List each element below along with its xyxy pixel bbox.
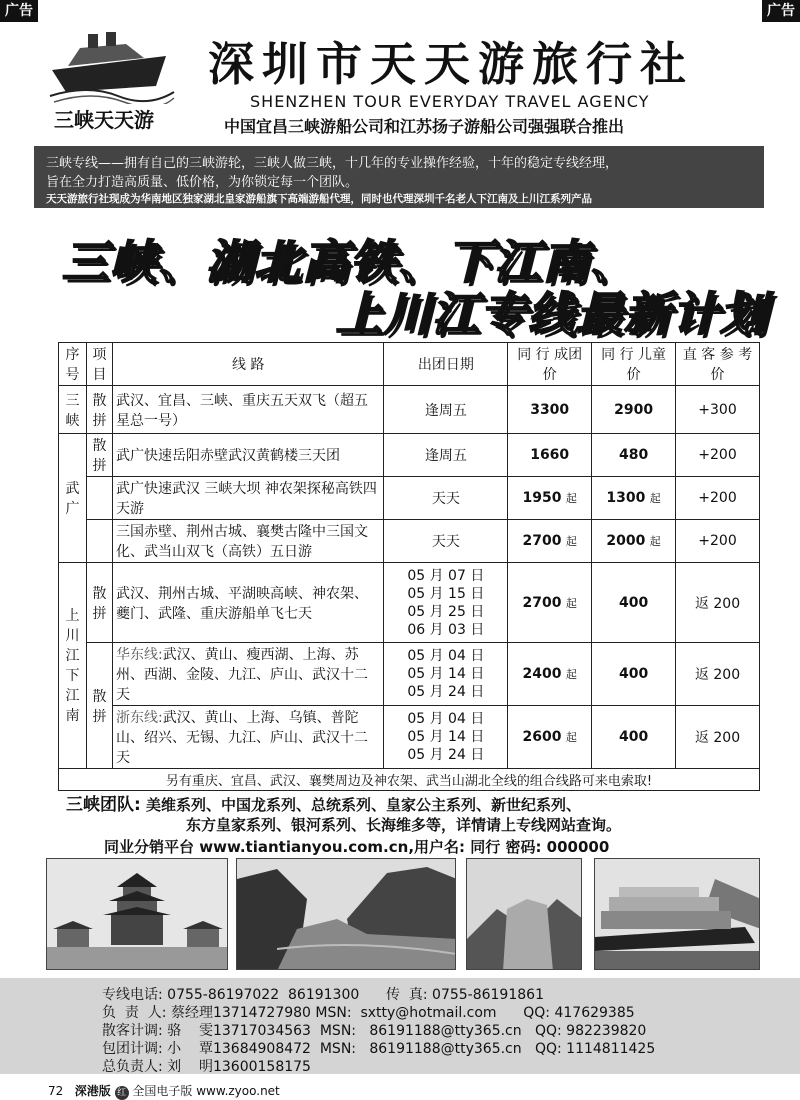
direct-price: +300 (676, 386, 760, 434)
child-price: 2000 (606, 533, 646, 549)
headline-line-1: 三峡、湖北高铁、下江南、 (62, 235, 638, 289)
route-table (58, 342, 760, 791)
direct-price: 返 200 (676, 563, 760, 643)
qi-suffix: 起 (649, 492, 661, 505)
date-item: 05 月 24 日 (407, 684, 485, 700)
route-cell: 武汉、黄山、瘦西湖、上海、苏州、西湖、金陵、九江、庐山、武汉十二天 (115, 647, 368, 703)
route-cell: 武广快速武汉 三峡大坝 神农架探秘高铁四天游 (112, 477, 383, 520)
route-prefix: 华东线: (115, 647, 163, 663)
type-label: 散拼 (86, 434, 112, 477)
contact-line: 包团计调: 小 覃13684908472 MSN: 86191188@tty365.cn QQ: 1114811425 (102, 1041, 656, 1057)
red-badge-icon: 红 (115, 1086, 129, 1100)
header-item: 项目 (86, 343, 112, 386)
route-cell: 武广快速岳阳赤壁武汉黄鹤楼三天团 (112, 434, 383, 477)
date-item: 05 月 04 日 (407, 648, 485, 664)
logo-caption: 三峡天天游 (54, 108, 154, 132)
qi-suffix: 起 (565, 535, 577, 548)
adult-price: 2700 (522, 533, 562, 549)
child-price: 400 (592, 706, 676, 769)
route-cell: 三国赤壁、荆州古城、襄樊古隆中三国文化、武当山双飞（高铁）五日游 (112, 520, 383, 563)
date-cell: 逢周五 (384, 386, 508, 434)
qi-suffix: 起 (649, 535, 661, 548)
agency-title: 深圳市天天游旅行社 (208, 37, 694, 91)
header-adult-price: 同 行 成团价 (508, 343, 592, 386)
agency-subtitle: 中国宜昌三峡游船公司和江苏扬子游船公司强强联合推出 (224, 117, 625, 136)
table-row (59, 706, 760, 769)
page-footer (48, 1082, 280, 1100)
child-price: 2900 (592, 386, 676, 434)
agency-english-name: SHENZHEN TOUR EVERYDAY TRAVEL AGENCY (250, 92, 650, 111)
adult-price: 1950 (522, 490, 562, 506)
team-label: 三峡团队: (66, 795, 141, 815)
direct-price: 返 200 (676, 643, 760, 706)
adult-price: 2700 (522, 594, 562, 611)
route-cell: 武汉、黄山、上海、乌镇、普陀山、绍兴、无锡、九江、庐山、武汉十二天 (115, 710, 368, 766)
date-item: 05 月 15 日 (407, 585, 485, 602)
date-item: 05 月 25 日 (407, 603, 485, 620)
section-label: 上川江下江南 (59, 563, 87, 769)
section-label: 三峡 (59, 386, 87, 434)
yellow-crane-tower-photo (46, 858, 228, 970)
qi-suffix: 起 (565, 668, 577, 681)
table-row (59, 643, 760, 706)
route-cell: 武汉、宜昌、三峡、重庆五天双飞（超五星总一号） (112, 386, 383, 434)
direct-price: +200 (676, 520, 760, 563)
header-child-price: 同 行 儿童价 (592, 343, 676, 386)
child-price: 400 (592, 563, 676, 643)
direct-price: 返 200 (676, 706, 760, 769)
header-direct-price: 直 客 参 考 价 (676, 343, 760, 386)
adult-price: 2600 (522, 729, 562, 745)
table-row (59, 563, 760, 643)
adult-price: 3300 (508, 386, 592, 434)
intro-band (34, 146, 764, 208)
route-cell: 武汉、荆州古城、平湖映高峡、神农架、夔门、武隆、重庆游船单飞七天 (112, 563, 383, 643)
direct-price: +200 (676, 434, 760, 477)
page-number: 72 (48, 1084, 64, 1098)
intro-line-3: 天天游旅行社现成为华南地区独家湖北皇家游船旗下高端游船代理，同时也代理深圳千名老人下江南及上川江系列产品 (46, 193, 592, 205)
child-price: 1300 (606, 490, 646, 506)
intro-line-1: 三峡专线——拥有自己的三峡游轮，三峡人做三峡，十几年的专业操作经验，十年的稳定专线经理， (46, 156, 619, 171)
table-row (59, 477, 760, 520)
qi-suffix: 起 (565, 731, 577, 744)
team-series-2: 东方皇家系列、银河系列、长海维多等，详情请上专线网站查询。 (186, 816, 622, 834)
adult-price: 2400 (522, 666, 562, 682)
date-item: 05 月 14 日 (407, 729, 485, 745)
ad-label-left: 广告 (0, 0, 38, 22)
header-date: 出团日期 (384, 343, 508, 386)
ship-logo-icon (48, 26, 176, 104)
table-row (59, 520, 760, 563)
type-label (86, 520, 112, 563)
team-series-1: 美维系列、中国龙系列、总统系列、皇家公主系列、新世纪系列、 (146, 796, 582, 814)
qi-suffix: 起 (565, 492, 577, 505)
date-item: 05 月 14 日 (407, 666, 485, 682)
type-label: 散拼 (86, 563, 112, 643)
date-cell: 逢周五 (384, 434, 508, 477)
edition-label: 深港版 (74, 1084, 111, 1098)
adult-price: 1660 (508, 434, 592, 477)
type-label (86, 477, 112, 520)
section-label: 武广 (59, 434, 87, 563)
date-cell: 天天 (384, 477, 508, 520)
header-seq: 序号 (59, 343, 87, 386)
direct-price: +200 (676, 477, 760, 520)
table-footnote: 另有重庆、宜昌、武汉、襄樊周边及神农架、武当山湖北全线的组合线路可来电索取! (59, 769, 760, 791)
contact-line: 散客计调: 骆 雯13717034563 MSN: 86191188@tty365.cn QQ: 982239820 (102, 1023, 647, 1039)
team-line-1 (66, 790, 581, 815)
intro-line-2: 旨在全力打造高质量、低价格，为你锁定每一个团队。 (46, 175, 359, 190)
headline-line-2: 上川江专线最新计划 (336, 287, 768, 341)
table-row (59, 434, 760, 477)
footer-site: 全国电子版 www.zyoo.net (132, 1084, 280, 1098)
child-price: 400 (592, 643, 676, 706)
date-item: 06 月 03 日 (407, 621, 485, 638)
contact-line: 负 责 人: 蔡经理13714727980 MSN: sxtty@hotmail.com QQ: 417629385 (102, 1005, 635, 1021)
cruise-ship-photo (594, 858, 760, 970)
rock-landscape-photo (466, 858, 582, 970)
distribution-platform: 同业分销平台 www.tiantianyou.com.cn,用户名: 同行 密码: 000000 (104, 838, 610, 856)
date-item: 05 月 04 日 (407, 711, 485, 727)
type-label: 散拼 (86, 643, 112, 769)
contact-block (0, 978, 800, 1074)
child-price: 480 (592, 434, 676, 477)
route-prefix: 浙东线: (115, 710, 163, 726)
date-item: 05 月 07 日 (407, 567, 485, 584)
qi-suffix: 起 (565, 596, 577, 610)
type-label: 散拼 (86, 386, 112, 434)
contact-line: 专线电话: 0755-86197022 86191300 传 真: 0755-86191861 (102, 987, 544, 1003)
date-item: 05 月 24 日 (407, 747, 485, 763)
contact-line: 总负责人: 刘 明13600158175 (102, 1059, 311, 1075)
gorge-river-photo (236, 858, 456, 970)
date-cell: 天天 (384, 520, 508, 563)
header-route: 线 路 (112, 343, 383, 386)
ad-label-right: 广告 (762, 0, 800, 22)
table-row (59, 386, 760, 434)
